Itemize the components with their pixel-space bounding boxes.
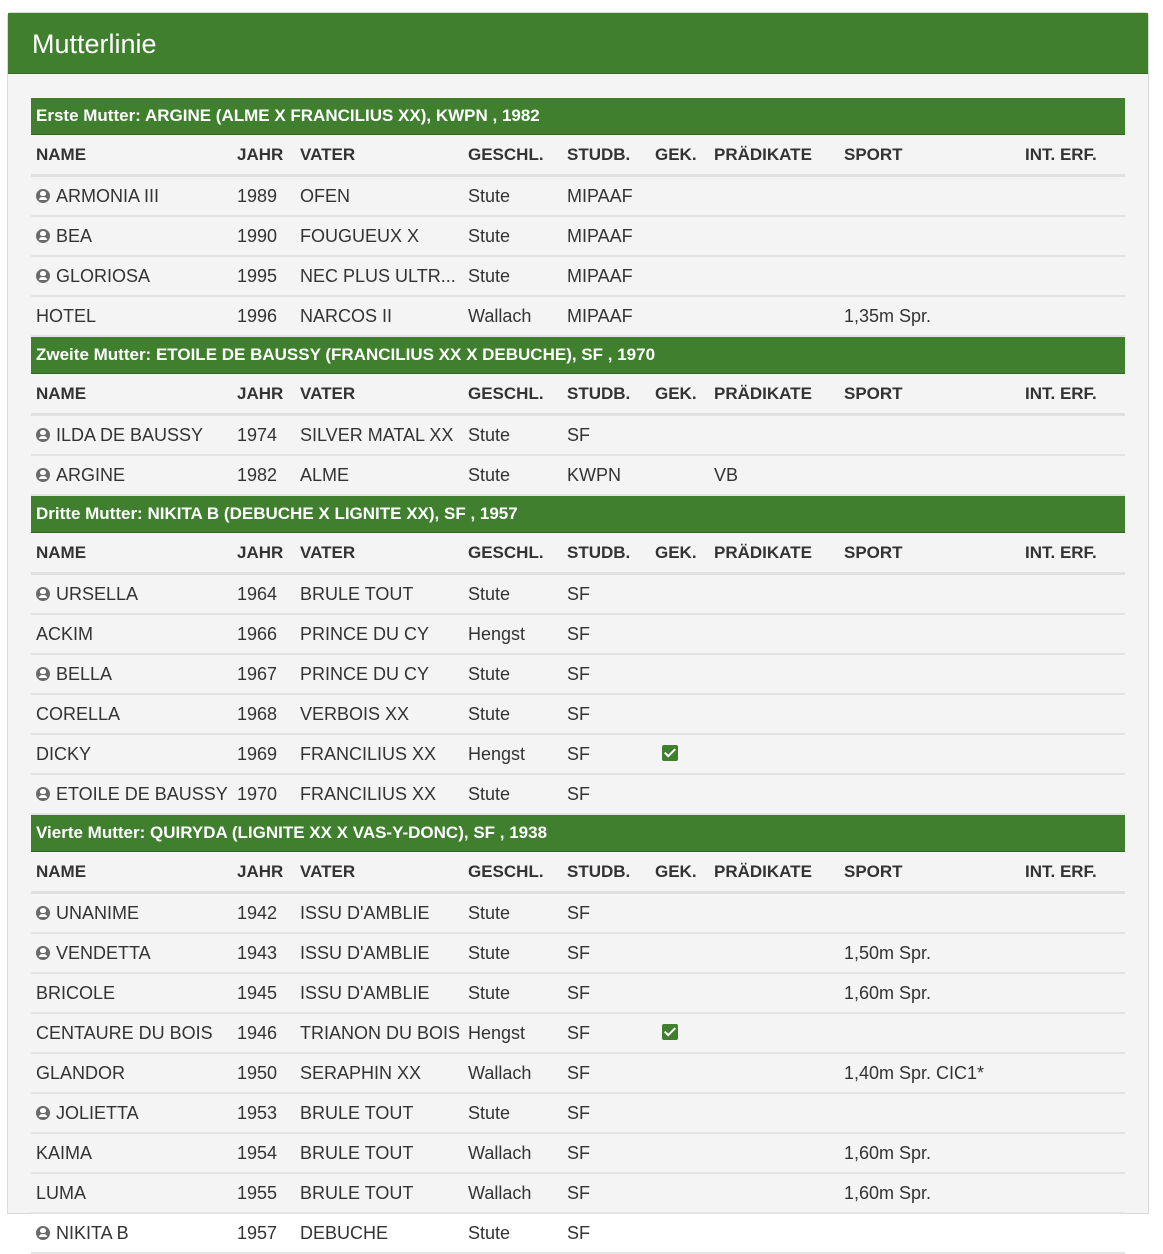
- horse-name[interactable]: VENDETTA: [56, 943, 151, 963]
- cell-jahr: 1950: [237, 1063, 278, 1083]
- cell-vater: ISSU D'AMBLIE: [300, 983, 430, 1003]
- column-header-studb[interactable]: STUDB.: [567, 384, 631, 403]
- cell-jahr: 1967: [237, 664, 278, 684]
- cell-studb: KWPN: [567, 465, 621, 485]
- cell-studb: SF: [567, 704, 591, 724]
- column-header-gek[interactable]: GEK.: [655, 145, 697, 164]
- horse-name[interactable]: BRICOLE: [36, 983, 116, 1003]
- column-header-name[interactable]: NAME: [36, 543, 87, 562]
- horse-name[interactable]: NIKITA B: [56, 1223, 129, 1243]
- cell-studb: SF: [567, 1103, 591, 1123]
- cell-vater: BRULE TOUT: [300, 1103, 414, 1123]
- cell-geschl: Stute: [468, 664, 511, 684]
- cell-jahr: 1946: [237, 1023, 278, 1043]
- table-row[interactable]: [31, 615, 1125, 655]
- table-header-row: [31, 135, 1125, 177]
- cell-name: [36, 1134, 232, 1172]
- column-header-gek[interactable]: GEK.: [655, 862, 697, 881]
- cell-studb: SF: [567, 1143, 591, 1163]
- table-row[interactable]: [31, 575, 1125, 615]
- cell-studb: SF: [567, 943, 591, 963]
- table-row[interactable]: [31, 1094, 1125, 1134]
- horse-name[interactable]: DICKY: [36, 744, 92, 764]
- cell-vater: VERBOIS XX: [300, 704, 410, 724]
- cell-vater: DEBUCHE: [300, 1223, 389, 1243]
- mother-section-title: Dritte Mutter: NIKITA B (DEBUCHE X LIGNITE XX), SF , 1957: [31, 496, 1125, 533]
- table-header-row: [31, 852, 1125, 894]
- cell-geschl: Stute: [468, 425, 511, 445]
- table-row[interactable]: [31, 177, 1125, 217]
- cell-studb: SF: [567, 1183, 591, 1203]
- column-header-vater[interactable]: VATER: [300, 384, 356, 403]
- table-row[interactable]: [31, 934, 1125, 974]
- cell-gek: [655, 1014, 711, 1052]
- cell-sport: 1,60m Spr.: [844, 1183, 932, 1203]
- cell-name: [36, 1014, 232, 1052]
- cell-studb: SF: [567, 1063, 591, 1083]
- cell-name: [36, 735, 232, 773]
- column-header-pradikate[interactable]: PRÄDIKATE: [714, 384, 812, 403]
- cell-name: [36, 456, 232, 494]
- group-icon: [36, 1106, 50, 1120]
- cell-vater: BRULE TOUT: [300, 1143, 414, 1163]
- column-header-name[interactable]: NAME: [36, 384, 87, 403]
- cell-geschl: Stute: [468, 983, 511, 1003]
- table-row[interactable]: [31, 1014, 1125, 1054]
- horse-name[interactable]: CENTAURE DU BOIS: [36, 1023, 213, 1043]
- horse-name[interactable]: ETOILE DE BAUSSY: [56, 784, 228, 804]
- horse-name[interactable]: ACKIM: [36, 624, 94, 644]
- cell-gek: [655, 735, 711, 773]
- cell-geschl: Stute: [468, 1223, 511, 1243]
- cell-studb: SF: [567, 903, 591, 923]
- column-header-jahr[interactable]: JAHR: [237, 862, 284, 881]
- cell-vater: NARCOS II: [300, 306, 393, 326]
- cell-jahr: 1942: [237, 903, 278, 923]
- cell-sport: 1,35m Spr.: [844, 306, 932, 326]
- cell-pradikate: VB: [714, 465, 739, 485]
- cell-jahr: 1954: [237, 1143, 278, 1163]
- cell-vater: SILVER MATAL XX: [300, 425, 454, 445]
- table-row[interactable]: [31, 735, 1125, 775]
- column-header-vater[interactable]: VATER: [300, 145, 356, 164]
- column-header-jahr[interactable]: JAHR: [237, 384, 284, 403]
- column-header-geschl[interactable]: GESCHL.: [468, 543, 544, 562]
- cell-geschl: Stute: [468, 943, 511, 963]
- cell-jahr: 1955: [237, 1183, 278, 1203]
- column-header-vater[interactable]: VATER: [300, 862, 356, 881]
- table-row[interactable]: [31, 456, 1125, 496]
- cell-vater: FRANCILIUS XX: [300, 784, 437, 804]
- column-header-interf[interactable]: INT. ERF.: [1025, 543, 1097, 562]
- cell-jahr: 1995: [237, 266, 278, 286]
- horse-name[interactable]: ARMONIA III: [56, 186, 160, 206]
- cell-studb: SF: [567, 425, 591, 445]
- horse-name[interactable]: CORELLA: [36, 704, 121, 724]
- cell-vater: NEC PLUS ULTR...: [300, 266, 456, 286]
- cell-studb: MIPAAF: [567, 266, 633, 286]
- cell-vater: PRINCE DU CY: [300, 664, 430, 684]
- mother-section: [31, 496, 1125, 815]
- column-header-studb[interactable]: STUDB.: [567, 145, 631, 164]
- table-row[interactable]: [31, 217, 1125, 257]
- cell-vater: ISSU D'AMBLIE: [300, 903, 430, 923]
- column-header-interf[interactable]: INT. ERF.: [1025, 145, 1097, 164]
- table-row[interactable]: [31, 1054, 1125, 1094]
- check-icon: [662, 745, 678, 761]
- horse-name[interactable]: ILDA DE BAUSSY: [56, 425, 204, 445]
- cell-geschl: Wallach: [468, 1063, 532, 1083]
- cell-name: [36, 894, 232, 932]
- column-header-sport[interactable]: SPORT: [844, 145, 903, 164]
- mother-section: [31, 98, 1125, 337]
- group-icon: [36, 189, 50, 203]
- cell-jahr: 1964: [237, 584, 278, 604]
- cell-geschl: Wallach: [468, 306, 532, 326]
- mother-section: [31, 815, 1125, 1254]
- horse-name[interactable]: HOTEL: [36, 306, 97, 326]
- cell-jahr: 1974: [237, 425, 278, 445]
- cell-name: [36, 416, 232, 454]
- column-header-name[interactable]: NAME: [36, 145, 87, 164]
- column-header-geschl[interactable]: GESCHL.: [468, 384, 544, 403]
- column-header-vater[interactable]: VATER: [300, 543, 356, 562]
- group-icon: [36, 906, 50, 920]
- check-icon: [662, 1024, 678, 1040]
- panel-title: Mutterlinie: [8, 13, 1148, 74]
- cell-name: [36, 177, 232, 215]
- cell-vater: BRULE TOUT: [300, 1183, 414, 1203]
- cell-jahr: 1945: [237, 983, 278, 1003]
- table-row[interactable]: [31, 1214, 1125, 1254]
- group-icon: [36, 667, 50, 681]
- cell-geschl: Wallach: [468, 1143, 532, 1163]
- cell-jahr: 1970: [237, 784, 278, 804]
- horse-name[interactable]: UNANIME: [56, 903, 140, 923]
- table-row[interactable]: [31, 297, 1125, 337]
- cell-name: [36, 695, 232, 733]
- cell-vater: BRULE TOUT: [300, 584, 414, 604]
- cell-name: [36, 615, 232, 653]
- cell-sport: 1,60m Spr.: [844, 1143, 932, 1163]
- cell-studb: SF: [567, 584, 591, 604]
- table-row[interactable]: [31, 257, 1125, 297]
- table-row[interactable]: [31, 655, 1125, 695]
- cell-name: [36, 934, 232, 972]
- horse-name[interactable]: JOLIETTA: [56, 1103, 139, 1123]
- cell-geschl: Stute: [468, 704, 511, 724]
- column-header-jahr[interactable]: JAHR: [237, 145, 284, 164]
- horse-name[interactable]: ARGINE: [56, 465, 126, 485]
- cell-jahr: 1996: [237, 306, 278, 326]
- cell-geschl: Stute: [468, 1103, 511, 1123]
- cell-name: [36, 974, 232, 1012]
- cell-geschl: Stute: [468, 186, 511, 206]
- table-row[interactable]: [31, 1134, 1125, 1174]
- cell-geschl: Stute: [468, 903, 511, 923]
- group-icon: [36, 587, 50, 601]
- cell-studb: MIPAAF: [567, 306, 633, 326]
- table-header-row: [31, 533, 1125, 575]
- cell-geschl: Stute: [468, 266, 511, 286]
- cell-studb: SF: [567, 983, 591, 1003]
- cell-geschl: Wallach: [468, 1183, 532, 1203]
- cell-jahr: 1966: [237, 624, 278, 644]
- group-icon: [36, 229, 50, 243]
- cell-sport: 1,50m Spr.: [844, 943, 932, 963]
- cell-name: [36, 1094, 232, 1132]
- cell-vater: SERAPHIN XX: [300, 1063, 422, 1083]
- column-header-jahr[interactable]: JAHR: [237, 543, 284, 562]
- column-header-pradikate[interactable]: PRÄDIKATE: [714, 145, 812, 164]
- cell-vater: ISSU D'AMBLIE: [300, 943, 430, 963]
- table-row[interactable]: [31, 1174, 1125, 1214]
- cell-jahr: 1982: [237, 465, 278, 485]
- cell-studb: MIPAAF: [567, 226, 633, 246]
- group-icon: [36, 428, 50, 442]
- column-header-pradikate[interactable]: PRÄDIKATE: [714, 543, 812, 562]
- horse-name[interactable]: KAIMA: [36, 1143, 93, 1163]
- cell-vater: OFEN: [300, 186, 351, 206]
- cell-name: [36, 655, 232, 693]
- column-header-studb[interactable]: STUDB.: [567, 862, 631, 881]
- column-header-gek[interactable]: GEK.: [655, 543, 697, 562]
- cell-studb: SF: [567, 784, 591, 804]
- cell-name: [36, 1054, 232, 1092]
- group-icon: [36, 946, 50, 960]
- horse-name[interactable]: BEA: [56, 226, 93, 246]
- cell-jahr: 1953: [237, 1103, 278, 1123]
- cell-jahr: 1957: [237, 1223, 278, 1243]
- table-header-row: [31, 374, 1125, 416]
- cell-sport: 1,40m Spr. CIC1*: [844, 1063, 985, 1083]
- group-icon: [36, 269, 50, 283]
- group-icon: [36, 468, 50, 482]
- cell-studb: SF: [567, 744, 591, 764]
- cell-studb: SF: [567, 1023, 591, 1043]
- mother-section-title: Erste Mutter: ARGINE (ALME X FRANCILIUS XX), KWPN , 1982: [31, 98, 1125, 135]
- cell-geschl: Hengst: [468, 744, 526, 764]
- cell-vater: FRANCILIUS XX: [300, 744, 437, 764]
- cell-studb: SF: [567, 664, 591, 684]
- column-header-interf[interactable]: INT. ERF.: [1025, 862, 1097, 881]
- column-header-pradikate[interactable]: PRÄDIKATE: [714, 862, 812, 881]
- group-icon: [36, 787, 50, 801]
- cell-sport: 1,60m Spr.: [844, 983, 932, 1003]
- table-row[interactable]: [31, 695, 1125, 735]
- table-row[interactable]: [31, 974, 1125, 1014]
- group-icon: [36, 1226, 50, 1240]
- horse-name[interactable]: GLANDOR: [36, 1063, 126, 1083]
- column-header-sport[interactable]: SPORT: [844, 862, 903, 881]
- cell-geschl: Stute: [468, 226, 511, 246]
- cell-vater: FOUGUEUX X: [300, 226, 420, 246]
- cell-vater: TRIANON DU BOIS: [300, 1023, 461, 1043]
- cell-studb: MIPAAF: [567, 186, 633, 206]
- cell-name: [36, 217, 232, 255]
- table-row[interactable]: [31, 775, 1125, 815]
- cell-jahr: 1943: [237, 943, 278, 963]
- horse-name[interactable]: GLORIOSA: [56, 266, 151, 286]
- horse-name[interactable]: LUMA: [36, 1183, 87, 1203]
- column-header-geschl[interactable]: GESCHL.: [468, 145, 544, 164]
- mother-section-title: Vierte Mutter: QUIRYDA (LIGNITE XX X VAS-Y-DONC), SF , 1938: [31, 815, 1125, 852]
- column-header-studb[interactable]: STUDB.: [567, 543, 631, 562]
- horse-name[interactable]: BELLA: [56, 664, 113, 684]
- cell-studb: SF: [567, 1223, 591, 1243]
- column-header-sport[interactable]: SPORT: [844, 543, 903, 562]
- cell-name: [36, 1174, 232, 1212]
- column-header-sport[interactable]: SPORT: [844, 384, 903, 403]
- horse-name[interactable]: URSELLA: [56, 584, 139, 604]
- cell-geschl: Stute: [468, 465, 511, 485]
- table-row[interactable]: [31, 416, 1125, 456]
- cell-name: [36, 775, 232, 813]
- mother-section: [31, 337, 1125, 496]
- column-header-gek[interactable]: GEK.: [655, 384, 697, 403]
- cell-vater: PRINCE DU CY: [300, 624, 430, 644]
- cell-geschl: Hengst: [468, 624, 526, 644]
- cell-jahr: 1969: [237, 744, 278, 764]
- cell-name: [36, 257, 232, 295]
- mother-section-title: Zweite Mutter: ETOILE DE BAUSSY (FRANCILIUS XX X DEBUCHE), SF , 1970: [31, 337, 1125, 374]
- cell-studb: SF: [567, 624, 591, 644]
- table-row[interactable]: [31, 894, 1125, 934]
- cell-jahr: 1989: [237, 186, 278, 206]
- cell-geschl: Hengst: [468, 1023, 526, 1043]
- mutterlinie-tables: [31, 98, 1125, 1254]
- cell-vater: ALME: [300, 465, 350, 485]
- column-header-name[interactable]: NAME: [36, 862, 87, 881]
- mutterlinie-panel: [7, 12, 1149, 1243]
- cell-name: [36, 575, 232, 613]
- cell-geschl: Stute: [468, 784, 511, 804]
- column-header-geschl[interactable]: GESCHL.: [468, 862, 544, 881]
- column-header-interf[interactable]: INT. ERF.: [1025, 384, 1097, 403]
- cell-jahr: 1968: [237, 704, 278, 724]
- cell-name: [36, 297, 232, 335]
- cell-name: [36, 1214, 232, 1252]
- cell-jahr: 1990: [237, 226, 278, 246]
- cell-geschl: Stute: [468, 584, 511, 604]
